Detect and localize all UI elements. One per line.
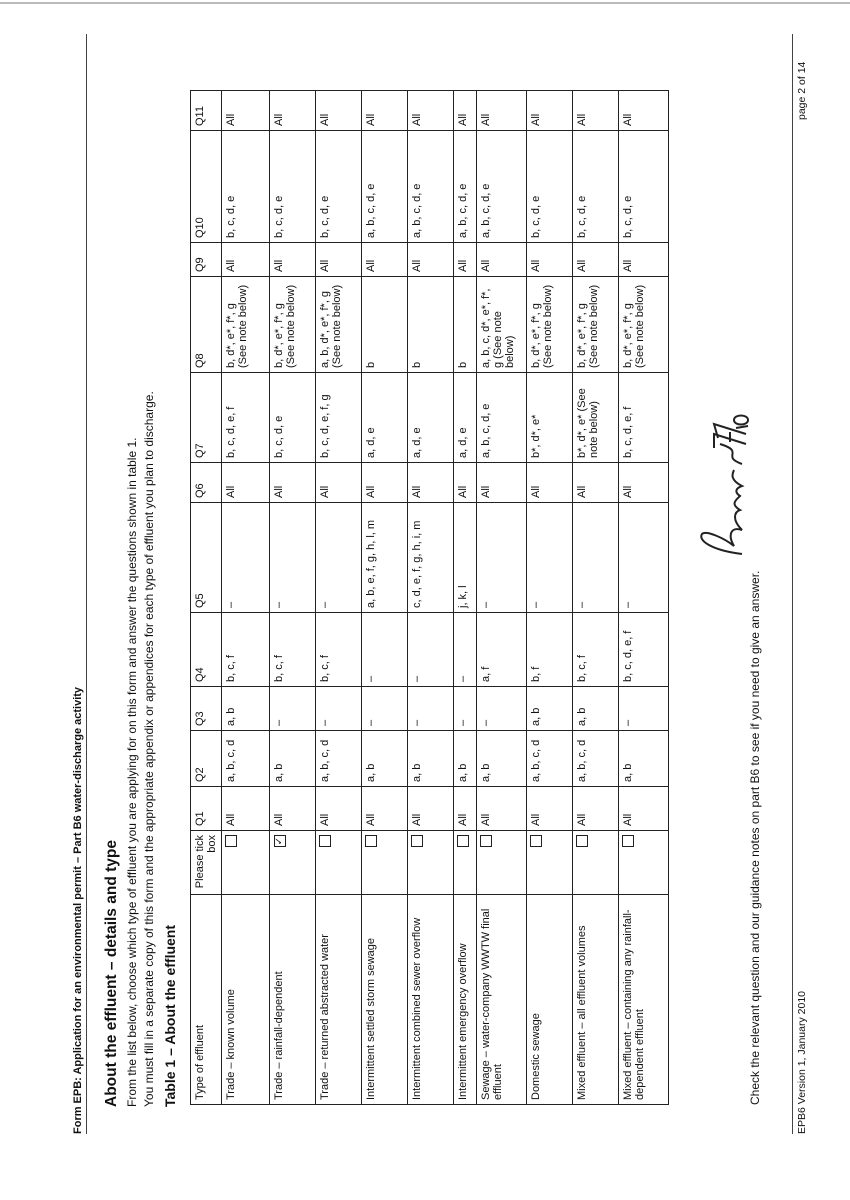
- effluent-type-cell: Mixed effluent – all effluent volumes: [573, 895, 619, 1105]
- col-header-q11: Q11: [191, 91, 222, 131]
- answer-cell-q6: All: [573, 463, 619, 503]
- version-label: EPB6 Version 1, January 2010: [796, 990, 808, 1134]
- answer-cell-q5: –: [477, 503, 527, 613]
- footer-rule: [792, 34, 793, 1134]
- answer-cell-q11: All: [408, 91, 454, 131]
- tick-cell: [362, 831, 408, 895]
- tick-checkbox[interactable]: [530, 835, 542, 847]
- answer-cell-q1: All: [619, 787, 669, 831]
- answer-cell-q9: All: [477, 243, 527, 277]
- answer-cell-q3: –: [362, 687, 408, 731]
- answer-cell-q11: All: [270, 91, 316, 131]
- instruction-1: From the list below, choose which type of effluent you are applying for on this form and answer the questions shown in table 1.: [125, 437, 139, 1107]
- answer-cell-q11: All: [222, 91, 270, 131]
- table-row: [316, 91, 362, 1105]
- table-row: [573, 91, 619, 1105]
- answer-cell-q2: a, b: [362, 731, 408, 787]
- answer-cell-q5: a, b, e, f, g, h, l, m: [362, 503, 408, 613]
- answer-cell-q4: b, c, d, e, f: [619, 613, 669, 687]
- answer-cell-q8: b, d*, e*, f*, g (See note below): [619, 277, 669, 373]
- answer-cell-q8: b, d*, e*, f*, g (See note below): [573, 277, 619, 373]
- answer-cell-q10: a, b, c, d, e: [454, 131, 477, 243]
- tick-cell: [454, 831, 477, 895]
- answer-cell-q1: All: [527, 787, 573, 831]
- answer-cell-q8: a, b, d*, e*, f*, g (See note below): [316, 277, 362, 373]
- answer-cell-q4: b, c, f: [573, 613, 619, 687]
- answer-cell-q5: –: [270, 503, 316, 613]
- answer-cell-q8: a, b, c, d*, e*, f*, g (See note below): [477, 277, 527, 373]
- answer-cell-q10: b, c, d, e: [527, 131, 573, 243]
- tick-checkbox[interactable]: [411, 835, 423, 847]
- answer-cell-q4: b, c, f: [222, 613, 270, 687]
- col-header-tick: Please tick box: [191, 831, 222, 895]
- tick-checkbox[interactable]: ✓: [274, 836, 285, 846]
- answer-cell-q2: a, b: [477, 731, 527, 787]
- answer-cell-q9: All: [316, 243, 362, 277]
- answer-cell-q3: –: [408, 687, 454, 731]
- answer-cell-q3: –: [316, 687, 362, 731]
- answer-cell-q10: a, b, c, d, e: [408, 131, 454, 243]
- effluent-type-cell: Intermittent combined sewer overflow: [408, 895, 454, 1105]
- answer-cell-q9: All: [222, 243, 270, 277]
- answer-cell-q10: a, b, c, d, e: [477, 131, 527, 243]
- answer-cell-q1: All: [454, 787, 477, 831]
- answer-cell-q9: All: [408, 243, 454, 277]
- answer-cell-q7: b, c, d, e, f: [619, 373, 669, 463]
- effluent-type-cell: Trade – rainfall-dependent: [270, 895, 316, 1105]
- answer-cell-q5: –: [527, 503, 573, 613]
- answer-cell-q10: b, c, d, e: [270, 131, 316, 243]
- answer-cell-q8: b: [362, 277, 408, 373]
- tick-checkbox[interactable]: [457, 835, 469, 847]
- section-title: About the effluent – details and type: [103, 840, 120, 1107]
- answer-cell-q7: b*, d*, e* (See note below): [573, 373, 619, 463]
- table-row: [408, 91, 454, 1105]
- answer-cell-q1: All: [316, 787, 362, 831]
- answer-cell-q11: All: [527, 91, 573, 131]
- table-row: [222, 91, 270, 1105]
- header-rule: [86, 34, 87, 1134]
- answer-cell-q3: –: [477, 687, 527, 731]
- tick-checkbox[interactable]: [365, 835, 377, 847]
- answer-cell-q4: b, c, f: [316, 613, 362, 687]
- answer-cell-q9: All: [573, 243, 619, 277]
- tick-cell: [270, 831, 316, 895]
- table-header-row: [191, 91, 222, 1105]
- answer-cell-q9: All: [362, 243, 408, 277]
- col-header-q5: Q5: [191, 503, 222, 613]
- answer-cell-q8: b: [454, 277, 477, 373]
- answer-cell-q4: –: [454, 613, 477, 687]
- col-header-q8: Q8: [191, 277, 222, 373]
- answer-cell-q11: All: [619, 91, 669, 131]
- answer-cell-q9: All: [527, 243, 573, 277]
- tick-checkbox[interactable]: [319, 835, 331, 847]
- answer-cell-q1: All: [573, 787, 619, 831]
- answer-cell-q4: –: [362, 613, 408, 687]
- answer-cell-q4: –: [408, 613, 454, 687]
- footnote: Check the relevant question and our guidance notes on part B6 to see if you need to give an answer.: [748, 570, 762, 1105]
- tick-cell: [316, 831, 362, 895]
- answer-cell-q8: b, d*, e*, f*, g (See note below): [270, 277, 316, 373]
- answer-cell-q7: b, c, d, e: [270, 373, 316, 463]
- answer-cell-q2: a, b: [454, 731, 477, 787]
- answer-cell-q7: a, d, e: [454, 373, 477, 463]
- effluent-table: [190, 90, 669, 1105]
- answer-cell-q10: a, b, c, d, e: [362, 131, 408, 243]
- answer-cell-q1: All: [477, 787, 527, 831]
- answer-cell-q4: b, c, f: [270, 613, 316, 687]
- answer-cell-q5: –: [316, 503, 362, 613]
- effluent-type-cell: Trade – returned abstracted water: [316, 895, 362, 1105]
- answer-cell-q8: b, d*, e*, f*, g (See note below): [527, 277, 573, 373]
- answer-cell-q5: –: [222, 503, 270, 613]
- answer-cell-q6: All: [619, 463, 669, 503]
- answer-cell-q6: All: [222, 463, 270, 503]
- answer-cell-q5: c, d, e, f, g, h, i, m: [408, 503, 454, 613]
- answer-cell-q3: –: [619, 687, 669, 731]
- tick-cell: [619, 831, 669, 895]
- answer-cell-q4: b, f: [527, 613, 573, 687]
- answer-cell-q1: All: [362, 787, 408, 831]
- table-row: [270, 91, 316, 1105]
- answer-cell-q9: All: [270, 243, 316, 277]
- answer-cell-q6: All: [270, 463, 316, 503]
- answer-cell-q3: –: [270, 687, 316, 731]
- answer-cell-q7: a, d, e: [408, 373, 454, 463]
- answer-cell-q2: a, b: [619, 731, 669, 787]
- answer-cell-q4: a, f: [477, 613, 527, 687]
- answer-cell-q10: b, c, d, e: [222, 131, 270, 243]
- answer-cell-q9: All: [619, 243, 669, 277]
- effluent-type-cell: Intermittent settled storm sewage: [362, 895, 408, 1105]
- col-header-q9: Q9: [191, 243, 222, 277]
- tick-checkbox[interactable]: [622, 835, 634, 847]
- col-header-q7: Q7: [191, 373, 222, 463]
- answer-cell-q5: –: [619, 503, 669, 613]
- page-number: page 2 of 14: [796, 61, 808, 120]
- answer-cell-q11: All: [477, 91, 527, 131]
- answer-cell-q1: All: [270, 787, 316, 831]
- answer-cell-q6: All: [477, 463, 527, 503]
- effluent-type-cell: Sewage – water-company WWTW final effluent: [477, 895, 527, 1105]
- answer-cell-q2: a, b, c, d: [573, 731, 619, 787]
- handwritten-signature: [690, 410, 765, 560]
- answer-cell-q2: a, b, c, d: [527, 731, 573, 787]
- answer-cell-q7: b, c, d, e, f, g: [316, 373, 362, 463]
- answer-cell-q6: All: [454, 463, 477, 503]
- tick-checkbox[interactable]: [480, 835, 492, 847]
- answer-cell-q2: a, b: [270, 731, 316, 787]
- tick-cell: [477, 831, 527, 895]
- answer-cell-q7: a, b, c, d, e: [477, 373, 527, 463]
- answer-cell-q6: All: [362, 463, 408, 503]
- answer-cell-q1: All: [222, 787, 270, 831]
- col-header-q1: Q1: [191, 787, 222, 831]
- col-header-q4: Q4: [191, 613, 222, 687]
- answer-cell-q5: j, k, l: [454, 503, 477, 613]
- answer-cell-q11: All: [573, 91, 619, 131]
- answer-cell-q3: –: [454, 687, 477, 731]
- answer-cell-q8: b, d*, e*, f*, g (See note below): [222, 277, 270, 373]
- answer-cell-q6: All: [408, 463, 454, 503]
- effluent-type-cell: Mixed effluent – containing any rainfall-dependent effluent: [619, 895, 669, 1105]
- table-title: Table 1 – About the effluent: [162, 924, 178, 1107]
- answer-cell-q7: b*, d*, e*: [527, 373, 573, 463]
- answer-cell-q9: All: [454, 243, 477, 277]
- answer-cell-q2: a, b, c, d: [316, 731, 362, 787]
- answer-cell-q10: b, c, d, e: [619, 131, 669, 243]
- tick-checkbox[interactable]: [225, 835, 237, 847]
- tick-checkbox[interactable]: [576, 835, 588, 847]
- answer-cell-q7: a, d, e: [362, 373, 408, 463]
- answer-cell-q8: b: [408, 277, 454, 373]
- tick-cell: [573, 831, 619, 895]
- form-header: Form EPB: Application for an environmental permit – Part B6 water-discharge activity: [72, 686, 84, 1134]
- answer-cell-q5: –: [573, 503, 619, 613]
- answer-cell-q3: a, b: [573, 687, 619, 731]
- tick-cell: [527, 831, 573, 895]
- answer-cell-q6: All: [527, 463, 573, 503]
- col-header-q2: Q2: [191, 731, 222, 787]
- table-row: [527, 91, 573, 1105]
- instruction-2: You must fill in a separate copy of this form and the appropriate appendix or appendices for each type of effluent you plan to discharge.: [142, 391, 156, 1107]
- answer-cell-q3: a, b: [222, 687, 270, 731]
- answer-cell-q11: All: [454, 91, 477, 131]
- answer-cell-q3: a, b: [527, 687, 573, 731]
- effluent-type-cell: Intermittent emergency overflow: [454, 895, 477, 1105]
- answer-cell-q11: All: [316, 91, 362, 131]
- col-header-type: Type of effluent: [191, 895, 222, 1105]
- answer-cell-q1: All: [408, 787, 454, 831]
- col-header-q10: Q10: [191, 131, 222, 243]
- answer-cell-q7: b, c, d, e, f: [222, 373, 270, 463]
- answer-cell-q2: a, b, c, d: [222, 731, 270, 787]
- effluent-type-cell: Domestic sewage: [527, 895, 573, 1105]
- table-row: [619, 91, 669, 1105]
- tick-cell: [408, 831, 454, 895]
- answer-cell-q11: All: [362, 91, 408, 131]
- effluent-type-cell: Trade – known volume: [222, 895, 270, 1105]
- answer-cell-q6: All: [316, 463, 362, 503]
- answer-cell-q10: b, c, d, e: [573, 131, 619, 243]
- table-row: [454, 91, 477, 1105]
- answer-cell-q2: a, b: [408, 731, 454, 787]
- answer-cell-q10: b, c, d, e: [316, 131, 362, 243]
- table-row: [362, 91, 408, 1105]
- tick-cell: [222, 831, 270, 895]
- table-row: [477, 91, 527, 1105]
- col-header-q3: Q3: [191, 687, 222, 731]
- col-header-q6: Q6: [191, 463, 222, 503]
